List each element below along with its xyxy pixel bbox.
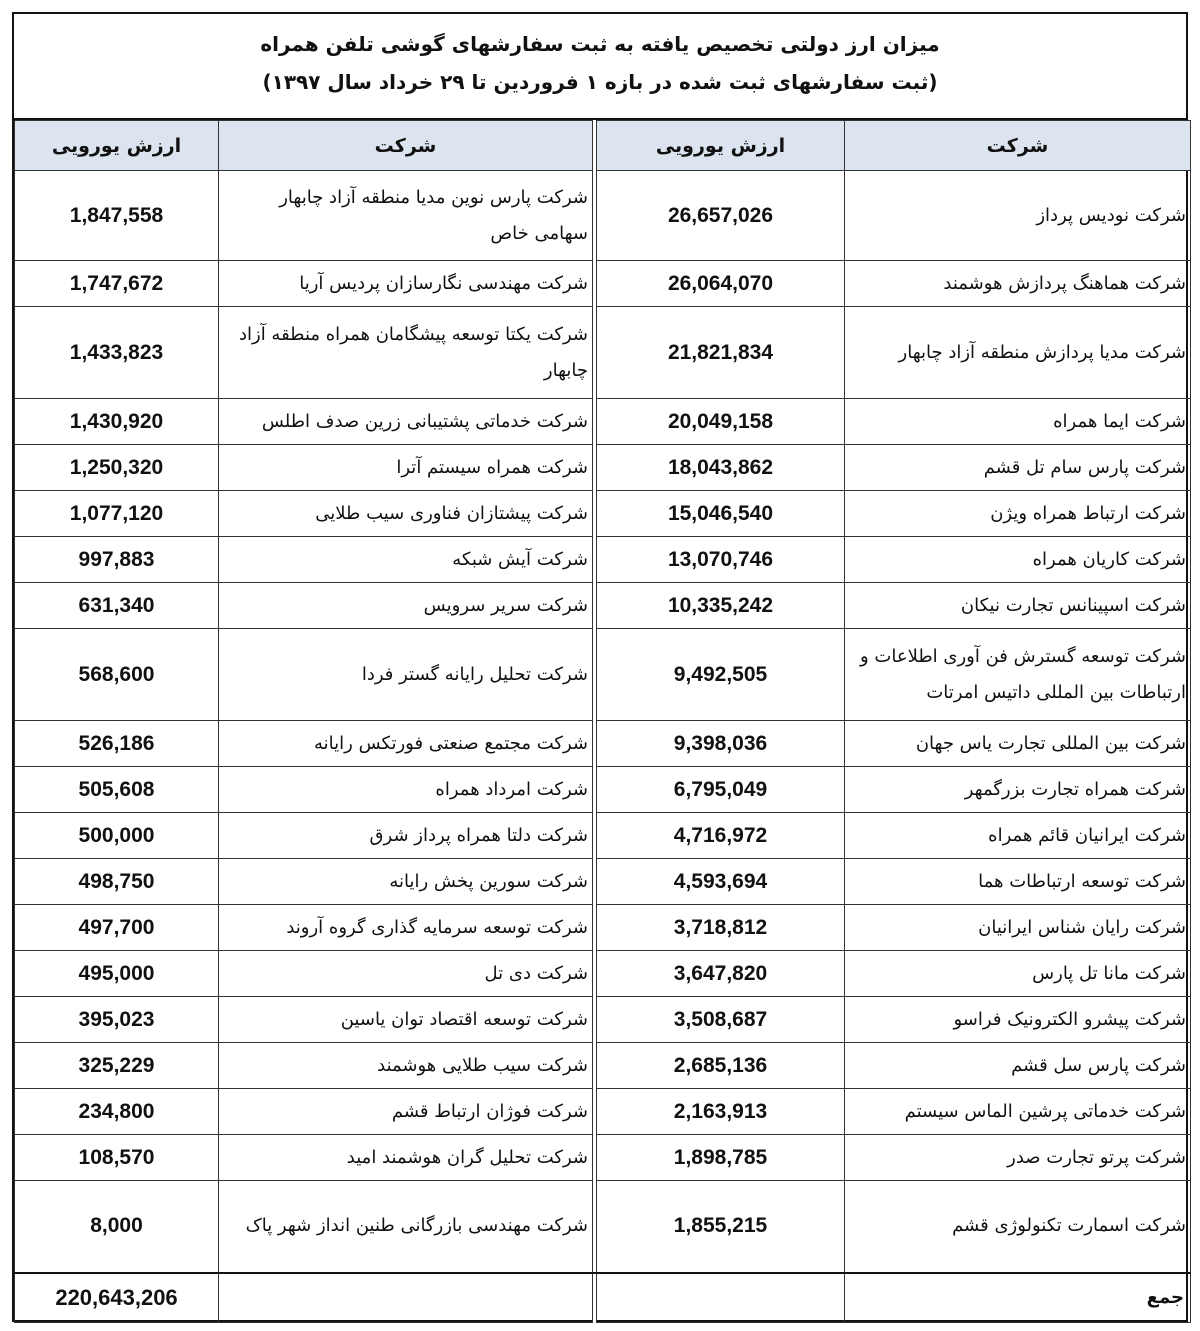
header-value-right: ارزش یورویی — [597, 121, 845, 171]
row-value-right: 3,508,687 — [597, 997, 845, 1043]
row-company-right: شرکت پارس سام تل قشم — [845, 445, 1191, 491]
table-row — [15, 445, 1191, 491]
row-value-left: 108,570 — [15, 1135, 219, 1181]
table-row — [15, 307, 1191, 399]
row-company-left: شرکت همراه سیستم آترا — [219, 445, 593, 491]
row-value-left: 325,229 — [15, 1043, 219, 1089]
total-spacer — [219, 1273, 593, 1323]
row-value-right: 9,398,036 — [597, 721, 845, 767]
row-company-right: شرکت خدماتی پرشین الماس سیستم — [845, 1089, 1191, 1135]
row-company-left: شرکت یکتا توسعه پیشگامان همراه منطقه آزاد چابهار — [219, 307, 593, 399]
header-value-left: ارزش یورویی — [15, 121, 219, 171]
row-company-left: شرکت تحلیل رایانه گستر فردا — [219, 629, 593, 721]
table-row — [15, 951, 1191, 997]
row-company-right: شرکت ارتباط همراه ویژن — [845, 491, 1191, 537]
row-company-left: شرکت پیشتازان فناوری سیب طلایی — [219, 491, 593, 537]
row-value-right: 18,043,862 — [597, 445, 845, 491]
row-company-right: شرکت توسعه گسترش فن آوری اطلاعات و ارتباطات بین المللی داتیس امرتات — [845, 629, 1191, 721]
allocation-table — [14, 120, 1191, 1323]
table-row — [15, 813, 1191, 859]
row-company-left: شرکت سریر سرویس — [219, 583, 593, 629]
row-value-left: 1,250,320 — [15, 445, 219, 491]
row-value-left: 631,340 — [15, 583, 219, 629]
row-value-right: 1,855,215 — [597, 1181, 845, 1273]
header-company-right: شرکت — [845, 121, 1191, 171]
row-value-right: 1,898,785 — [597, 1135, 845, 1181]
row-company-right: شرکت پیشرو الکترونیک فراسو — [845, 997, 1191, 1043]
total-value: 220,643,206 — [15, 1273, 219, 1323]
row-company-right: شرکت پارس سل قشم — [845, 1043, 1191, 1089]
table-row — [15, 537, 1191, 583]
row-company-right: شرکت ایما همراه — [845, 399, 1191, 445]
table-row — [15, 1043, 1191, 1089]
row-value-left: 395,023 — [15, 997, 219, 1043]
row-company-right: شرکت نودیس پرداز — [845, 171, 1191, 261]
row-value-right: 9,492,505 — [597, 629, 845, 721]
report-title: میزان ارز دولتی تخصیص یافته به ثبت سفارشهای گوشی تلفن همراه — [260, 32, 940, 56]
row-company-left: شرکت امرداد همراه — [219, 767, 593, 813]
table-row — [15, 1089, 1191, 1135]
row-company-left: شرکت پارس نوین مدیا منطقه آزاد چابهار سهامی خاص — [219, 171, 593, 261]
table-row — [15, 905, 1191, 951]
report-subtitle: (ثبت سفارشهای ثبت شده در بازه ۱ فروردین تا ۲۹ خرداد سال ۱۳۹۷) — [262, 70, 938, 94]
report-sheet — [12, 12, 1188, 1322]
row-company-left: شرکت تحلیل گران هوشمند امید — [219, 1135, 593, 1181]
table-row — [15, 629, 1191, 721]
row-value-right: 15,046,540 — [597, 491, 845, 537]
row-value-left: 500,000 — [15, 813, 219, 859]
row-value-right: 10,335,242 — [597, 583, 845, 629]
row-value-right: 6,795,049 — [597, 767, 845, 813]
row-company-left: شرکت فوژان ارتباط قشم — [219, 1089, 593, 1135]
row-company-left: شرکت دلتا همراه پرداز شرق — [219, 813, 593, 859]
table-row — [15, 1181, 1191, 1273]
row-value-right: 4,716,972 — [597, 813, 845, 859]
table-row — [15, 171, 1191, 261]
row-value-left: 1,433,823 — [15, 307, 219, 399]
row-value-left: 8,000 — [15, 1181, 219, 1273]
row-company-left: شرکت مجتمع صنعتی فورتکس رایانه — [219, 721, 593, 767]
table-row — [15, 997, 1191, 1043]
row-company-right: شرکت توسعه ارتباطات هما — [845, 859, 1191, 905]
row-company-left: شرکت خدماتی پشتیبانی زرین صدف اطلس — [219, 399, 593, 445]
row-value-left: 1,747,672 — [15, 261, 219, 307]
row-value-right: 26,657,026 — [597, 171, 845, 261]
row-value-left: 1,077,120 — [15, 491, 219, 537]
table-row — [15, 859, 1191, 905]
row-company-right: شرکت اسپینانس تجارت نیکان — [845, 583, 1191, 629]
row-value-right: 2,685,136 — [597, 1043, 845, 1089]
row-value-left: 1,430,920 — [15, 399, 219, 445]
row-company-right: شرکت پرتو تجارت صدر — [845, 1135, 1191, 1181]
total-label: جمع — [845, 1273, 1191, 1323]
table-row — [15, 399, 1191, 445]
table-row — [15, 767, 1191, 813]
total-spacer-right — [597, 1273, 845, 1323]
row-value-left: 505,608 — [15, 767, 219, 813]
row-value-right: 20,049,158 — [597, 399, 845, 445]
row-value-left: 497,700 — [15, 905, 219, 951]
table-row — [15, 261, 1191, 307]
row-company-left: شرکت توسعه اقتصاد توان یاسین — [219, 997, 593, 1043]
row-value-left: 234,800 — [15, 1089, 219, 1135]
row-company-right: شرکت بین المللی تجارت یاس جهان — [845, 721, 1191, 767]
table-row — [15, 721, 1191, 767]
table-row — [15, 491, 1191, 537]
row-company-right: شرکت مانا تل پارس — [845, 951, 1191, 997]
row-company-left: شرکت توسعه سرمایه گذاری گروه آروند — [219, 905, 593, 951]
table-body — [15, 171, 1191, 1273]
row-company-left: شرکت دی تل — [219, 951, 593, 997]
header-company-left: شرکت — [219, 121, 593, 171]
row-company-right: شرکت رایان شناس ایرانیان — [845, 905, 1191, 951]
row-value-left: 498,750 — [15, 859, 219, 905]
title-block — [14, 14, 1186, 120]
row-value-right: 2,163,913 — [597, 1089, 845, 1135]
table-row — [15, 583, 1191, 629]
row-value-right: 3,718,812 — [597, 905, 845, 951]
row-company-left: شرکت مهندسی نگارسازان پردیس آریا — [219, 261, 593, 307]
row-company-left: شرکت سورین پخش رایانه — [219, 859, 593, 905]
row-company-right: شرکت کاریان همراه — [845, 537, 1191, 583]
table-header-row — [15, 121, 1191, 171]
row-value-left: 1,847,558 — [15, 171, 219, 261]
row-value-right: 4,593,694 — [597, 859, 845, 905]
row-value-right: 13,070,746 — [597, 537, 845, 583]
row-value-left: 495,000 — [15, 951, 219, 997]
row-value-left: 568,600 — [15, 629, 219, 721]
row-company-right: شرکت مدیا پردازش منطقه آزاد چابهار — [845, 307, 1191, 399]
row-company-left: شرکت مهندسی بازرگانی طنین انداز شهر پاک — [219, 1181, 593, 1273]
row-value-left: 526,186 — [15, 721, 219, 767]
row-company-right: شرکت همراه تجارت بزرگمهر — [845, 767, 1191, 813]
row-value-right: 26,064,070 — [597, 261, 845, 307]
row-value-left: 997,883 — [15, 537, 219, 583]
row-company-right: شرکت هماهنگ پردازش هوشمند — [845, 261, 1191, 307]
row-company-right: شرکت ایرانیان قائم همراه — [845, 813, 1191, 859]
row-company-left: شرکت سیب طلایی هوشمند — [219, 1043, 593, 1089]
row-value-right: 3,647,820 — [597, 951, 845, 997]
total-row — [15, 1273, 1191, 1323]
table-row — [15, 1135, 1191, 1181]
row-company-right: شرکت اسمارت تکنولوژی قشم — [845, 1181, 1191, 1273]
row-company-left: شرکت آیش شبکه — [219, 537, 593, 583]
row-value-right: 21,821,834 — [597, 307, 845, 399]
